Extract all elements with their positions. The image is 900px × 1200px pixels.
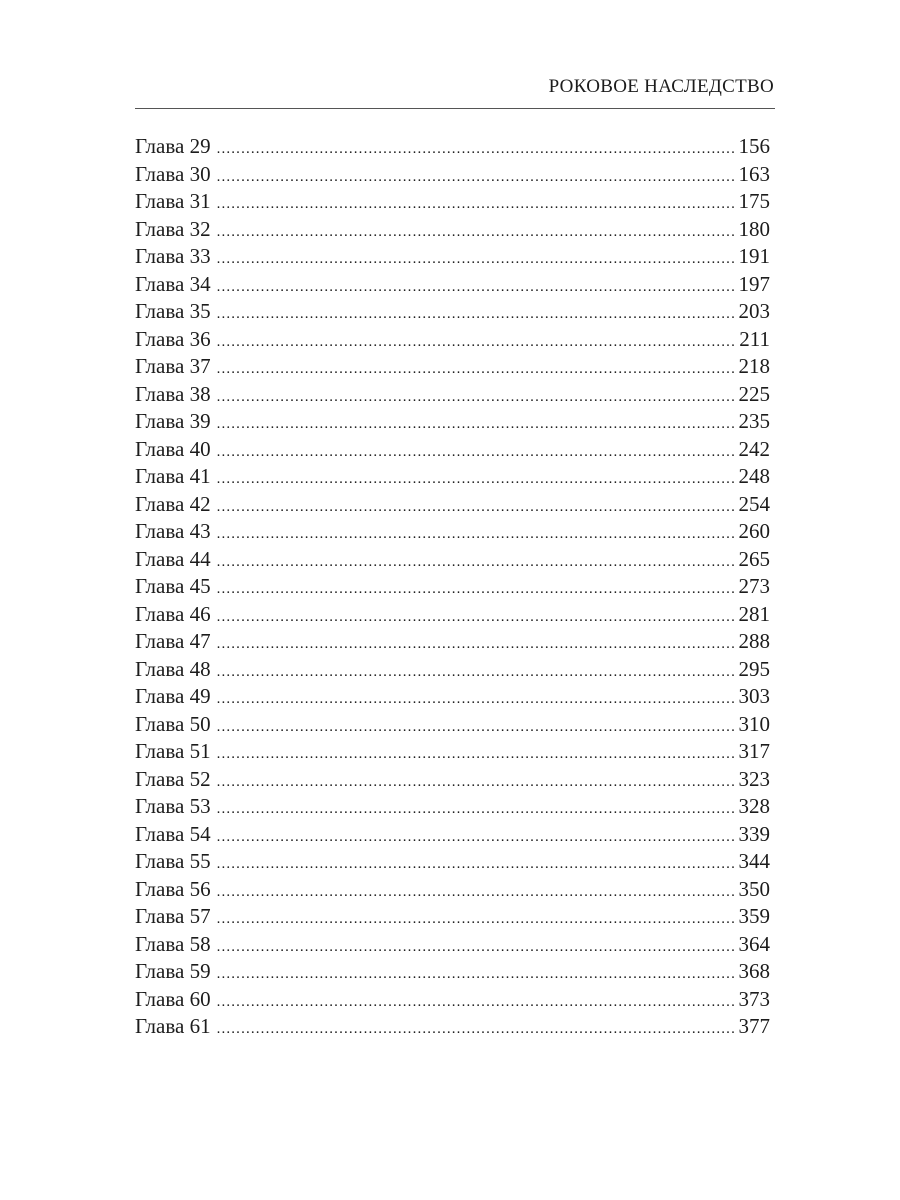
dot-leader bbox=[217, 191, 735, 219]
toc-entry bbox=[135, 161, 770, 189]
chapter-title: Глава 48 bbox=[135, 656, 211, 681]
chapter-title: Глава 46 bbox=[135, 601, 211, 626]
chapter-title: Глава 55 bbox=[135, 849, 211, 873]
running-head-title: РОКОВОЕ НАСЛЕДСТВО bbox=[548, 76, 774, 97]
chapter-title: Глава 53 bbox=[135, 794, 211, 818]
dot-leader bbox=[217, 219, 735, 247]
page-number: 225 bbox=[738, 381, 770, 406]
dot-leader bbox=[217, 934, 735, 962]
page-number: 310 bbox=[738, 711, 770, 736]
toc-entry bbox=[135, 326, 770, 354]
chapter-title: Глава 40 bbox=[135, 436, 211, 461]
dot-leader bbox=[217, 439, 735, 467]
dot-leader bbox=[217, 824, 735, 852]
chapter-title: Глава 54 bbox=[135, 821, 211, 846]
toc-entry bbox=[135, 656, 770, 684]
toc-entry bbox=[135, 986, 770, 1014]
dot-leader bbox=[217, 659, 735, 687]
page-number: 163 bbox=[738, 161, 770, 186]
toc-entry bbox=[135, 408, 770, 436]
chapter-title: Глава 42 bbox=[135, 491, 211, 516]
page-number: 260 bbox=[738, 519, 770, 543]
chapter-title: Глава 34 bbox=[135, 271, 211, 296]
chapter-title: Глава 47 bbox=[135, 629, 211, 653]
dot-leader bbox=[217, 686, 735, 714]
dot-leader bbox=[217, 906, 735, 934]
chapter-title: Глава 29 bbox=[135, 134, 211, 158]
chapter-title: Глава 39 bbox=[135, 409, 211, 433]
dot-leader bbox=[217, 549, 735, 577]
chapter-title: Глава 31 bbox=[135, 189, 211, 213]
page-number: 273 bbox=[738, 574, 770, 598]
page-number: 265 bbox=[738, 546, 770, 571]
chapter-title: Глава 58 bbox=[135, 931, 211, 956]
toc-entry bbox=[135, 298, 770, 326]
toc-entry bbox=[135, 188, 770, 216]
toc-entry bbox=[135, 216, 770, 244]
toc-entry bbox=[135, 876, 770, 904]
page-number: 303 bbox=[738, 684, 770, 708]
page-number: 373 bbox=[738, 986, 770, 1011]
dot-leader bbox=[217, 521, 735, 549]
chapter-title: Глава 38 bbox=[135, 381, 211, 406]
chapter-title: Глава 57 bbox=[135, 904, 211, 928]
page-number: 328 bbox=[738, 794, 770, 818]
dot-leader bbox=[217, 164, 735, 192]
toc-entry bbox=[135, 793, 770, 821]
page-number: 368 bbox=[738, 959, 770, 983]
dot-leader bbox=[217, 961, 735, 989]
chapter-title: Глава 51 bbox=[135, 739, 211, 763]
chapter-title: Глава 44 bbox=[135, 546, 211, 571]
toc-entry bbox=[135, 1013, 770, 1041]
chapter-title: Глава 33 bbox=[135, 244, 211, 268]
dot-leader bbox=[217, 384, 735, 412]
chapter-title: Глава 35 bbox=[135, 299, 211, 323]
chapter-title: Глава 30 bbox=[135, 161, 211, 186]
page-number: 242 bbox=[738, 436, 770, 461]
toc-entry bbox=[135, 766, 770, 794]
page-number: 288 bbox=[738, 629, 770, 653]
dot-leader bbox=[217, 246, 735, 274]
toc-entry bbox=[135, 243, 770, 271]
toc-entry bbox=[135, 711, 770, 739]
toc-entry bbox=[135, 271, 770, 299]
toc-entry bbox=[135, 436, 770, 464]
dot-leader bbox=[217, 604, 735, 632]
dot-leader bbox=[217, 851, 735, 879]
page-number: 295 bbox=[738, 656, 770, 681]
toc-entry bbox=[135, 353, 770, 381]
dot-leader bbox=[217, 796, 735, 824]
page-number: 317 bbox=[738, 739, 770, 763]
toc-entry bbox=[135, 381, 770, 409]
page-number: 156 bbox=[738, 134, 770, 158]
toc-entry bbox=[135, 573, 770, 601]
toc-entry bbox=[135, 518, 770, 546]
chapter-title: Глава 36 bbox=[135, 326, 211, 351]
toc-entry bbox=[135, 491, 770, 519]
toc-entry bbox=[135, 931, 770, 959]
page-number: 180 bbox=[738, 216, 770, 241]
dot-leader bbox=[217, 466, 735, 494]
chapter-title: Глава 61 bbox=[135, 1014, 211, 1038]
toc-entry bbox=[135, 628, 770, 656]
dot-leader bbox=[217, 494, 735, 522]
page-number: 203 bbox=[738, 299, 770, 323]
dot-leader bbox=[217, 769, 735, 797]
page-number: 248 bbox=[738, 464, 770, 488]
dot-leader bbox=[217, 741, 735, 769]
dot-leader bbox=[217, 989, 735, 1017]
chapter-title: Глава 45 bbox=[135, 574, 211, 598]
dot-leader bbox=[217, 631, 735, 659]
dot-leader bbox=[217, 329, 736, 357]
chapter-title: Глава 43 bbox=[135, 519, 211, 543]
page-number: 359 bbox=[738, 904, 770, 928]
dot-leader bbox=[217, 356, 735, 384]
dot-leader bbox=[217, 136, 735, 164]
chapter-title: Глава 56 bbox=[135, 876, 211, 901]
chapter-title: Глава 50 bbox=[135, 711, 211, 736]
page-number: 281 bbox=[738, 601, 770, 626]
page-number: 323 bbox=[738, 766, 770, 791]
dot-leader bbox=[217, 301, 735, 329]
dot-leader bbox=[217, 879, 735, 907]
page-number: 191 bbox=[738, 244, 770, 268]
toc-entry bbox=[135, 133, 770, 161]
page-number: 254 bbox=[738, 491, 770, 516]
toc-entry bbox=[135, 848, 770, 876]
toc-entry bbox=[135, 601, 770, 629]
chapter-title: Глава 37 bbox=[135, 354, 211, 378]
chapter-title: Глава 49 bbox=[135, 684, 211, 708]
page-number: 235 bbox=[738, 409, 770, 433]
page-number: 175 bbox=[738, 189, 770, 213]
chapter-title: Глава 52 bbox=[135, 766, 211, 791]
header-rule bbox=[135, 108, 775, 109]
toc-entry bbox=[135, 821, 770, 849]
chapter-title: Глава 32 bbox=[135, 216, 211, 241]
toc-entry bbox=[135, 463, 770, 491]
page-number: 377 bbox=[738, 1014, 770, 1038]
page-number: 211 bbox=[739, 326, 770, 351]
page-number: 339 bbox=[738, 821, 770, 846]
chapter-title: Глава 59 bbox=[135, 959, 211, 983]
toc-entry bbox=[135, 683, 770, 711]
page-number: 197 bbox=[738, 271, 770, 296]
page-number: 218 bbox=[738, 354, 770, 378]
dot-leader bbox=[217, 1016, 735, 1044]
page-number: 344 bbox=[738, 849, 770, 873]
page-number: 350 bbox=[738, 876, 770, 901]
toc-entry bbox=[135, 546, 770, 574]
toc-entry bbox=[135, 903, 770, 931]
dot-leader bbox=[217, 411, 735, 439]
dot-leader bbox=[217, 714, 735, 742]
dot-leader bbox=[217, 274, 735, 302]
toc-entry bbox=[135, 958, 770, 986]
toc-entry bbox=[135, 738, 770, 766]
page-number: 364 bbox=[738, 931, 770, 956]
chapter-title: Глава 41 bbox=[135, 464, 211, 488]
table-of-contents bbox=[135, 133, 770, 1041]
chapter-title: Глава 60 bbox=[135, 986, 211, 1011]
dot-leader bbox=[217, 576, 735, 604]
